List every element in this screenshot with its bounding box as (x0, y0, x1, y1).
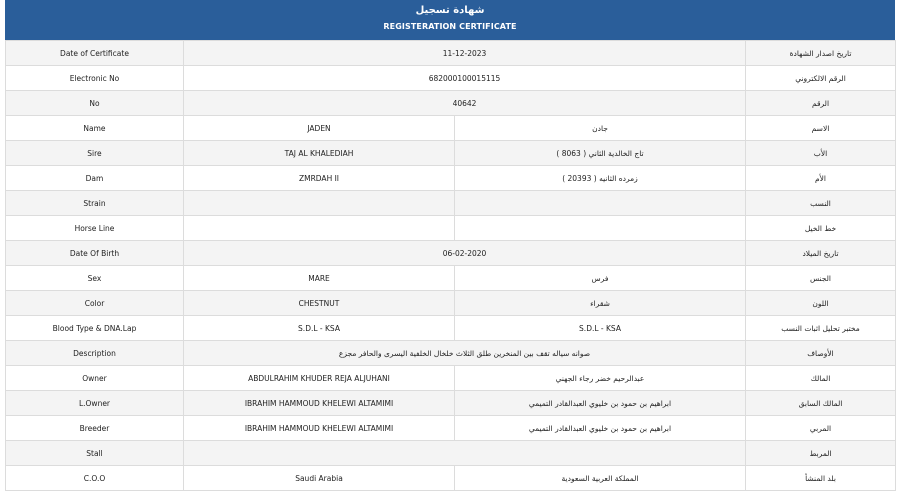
row-value (184, 441, 746, 466)
row-value-arabic: ابراهيم بن حمود بن خليوي العبدالقادر التميمي (455, 391, 746, 416)
row-label-english: Color (6, 291, 184, 316)
row-value-english: MARE (184, 266, 455, 291)
row-value-english (184, 191, 455, 216)
row-label-english: No (6, 91, 184, 116)
certificate-header (5, 0, 895, 40)
table-row (6, 441, 896, 466)
row-value-arabic: تاج الخالدية الثاني ( 8063 ) (455, 141, 746, 166)
table-row (6, 91, 896, 116)
row-value-arabic (455, 191, 746, 216)
row-value: 06-02-2020 (184, 241, 746, 266)
table-row (6, 66, 896, 91)
row-label-english: Description (6, 341, 184, 366)
row-value-description: صوانه سياله تقف بين المنخرين طلق الثلاث خلخال الخلفية اليسرى والحافر مجزع (184, 341, 746, 366)
row-label-arabic: اللون (746, 291, 896, 316)
table-row (6, 191, 896, 216)
row-label-english: Stall (6, 441, 184, 466)
row-value: 11-12-2023 (184, 41, 746, 66)
row-label-arabic: تاريخ اصدار الشهادة (746, 41, 896, 66)
table-row (6, 291, 896, 316)
table-row (6, 416, 896, 441)
row-label-arabic: مختبر تحليل اثبات النسب (746, 316, 896, 341)
row-value-arabic: عبدالرحيم خضر رجاء الجهني (455, 366, 746, 391)
row-label-arabic: الأب (746, 141, 896, 166)
table-row (6, 266, 896, 291)
row-value-arabic: المملكة العربية السعودية (455, 466, 746, 491)
row-value-english: IBRAHIM HAMMOUD KHELEWI ALTAMIMI (184, 416, 455, 441)
row-label-arabic: الرقم الالكتروني (746, 66, 896, 91)
row-label-arabic: المالك (746, 366, 896, 391)
row-label-arabic: تاريخ الميلاد (746, 241, 896, 266)
row-label-english: Horse Line (6, 216, 184, 241)
row-label-english: Dam (6, 166, 184, 191)
row-value-english: IBRAHIM HAMMOUD KHELEWI ALTAMIMI (184, 391, 455, 416)
row-value-english: ZMRDAH II (184, 166, 455, 191)
row-label-arabic: المالك السابق (746, 391, 896, 416)
row-value-arabic: زمرده الثانيه ( 20393 ) (455, 166, 746, 191)
row-value: 40642 (184, 91, 746, 116)
table-row (6, 316, 896, 341)
row-label-english: Name (6, 116, 184, 141)
row-value: 682000100015115 (184, 66, 746, 91)
table-row (6, 166, 896, 191)
row-value-english: TAJ AL KHALEDIAH (184, 141, 455, 166)
table-row (6, 116, 896, 141)
row-label-english: Breeder (6, 416, 184, 441)
row-value-english: S.D.L - KSA (184, 316, 455, 341)
table-row (6, 216, 896, 241)
table-row (6, 341, 896, 366)
row-label-english: Owner (6, 366, 184, 391)
table-row (6, 466, 896, 491)
certificate-table (5, 40, 896, 491)
row-label-arabic: الجنس (746, 266, 896, 291)
row-value-english: Saudi Arabia (184, 466, 455, 491)
table-row (6, 41, 896, 66)
table-row (6, 391, 896, 416)
row-label-english: Sex (6, 266, 184, 291)
row-label-arabic: الأوصاف (746, 341, 896, 366)
row-label-arabic: الأم (746, 166, 896, 191)
row-value-arabic: شقراء (455, 291, 746, 316)
row-label-arabic: الاسم (746, 116, 896, 141)
row-value-arabic: ابراهيم بن حمود بن خليوي العبدالقادر التميمي (455, 416, 746, 441)
row-value-arabic: S.D.L - KSA (455, 316, 746, 341)
table-row (6, 241, 896, 266)
row-label-arabic: خط الخيل (746, 216, 896, 241)
row-value-english: ABDULRAHIM KHUDER REJA ALJUHANI (184, 366, 455, 391)
table-row (6, 366, 896, 391)
row-value-english: JADEN (184, 116, 455, 141)
row-label-english: Date Of Birth (6, 241, 184, 266)
row-value-english: CHESTNUT (184, 291, 455, 316)
row-label-english: Blood Type & DNA.Lap (6, 316, 184, 341)
row-label-arabic: الرقم (746, 91, 896, 116)
row-value-english (184, 216, 455, 241)
row-label-english: Strain (6, 191, 184, 216)
row-label-english: Sire (6, 141, 184, 166)
row-label-english: Date of Certificate (6, 41, 184, 66)
row-label-arabic: النسب (746, 191, 896, 216)
row-label-english: Electronic No (6, 66, 184, 91)
row-label-arabic: بلد المنشأ (746, 466, 896, 491)
row-value-arabic (455, 216, 746, 241)
table-row (6, 141, 896, 166)
row-value-arabic: فرس (455, 266, 746, 291)
row-label-arabic: المربط (746, 441, 896, 466)
title-arabic: شهادة تسجيل (415, 5, 485, 16)
row-value-arabic: جادن (455, 116, 746, 141)
row-label-arabic: المربي (746, 416, 896, 441)
row-label-english: L.Owner (6, 391, 184, 416)
row-label-english: C.O.O (6, 466, 184, 491)
title-english: REGISTERATION CERTIFICATE (383, 22, 517, 31)
